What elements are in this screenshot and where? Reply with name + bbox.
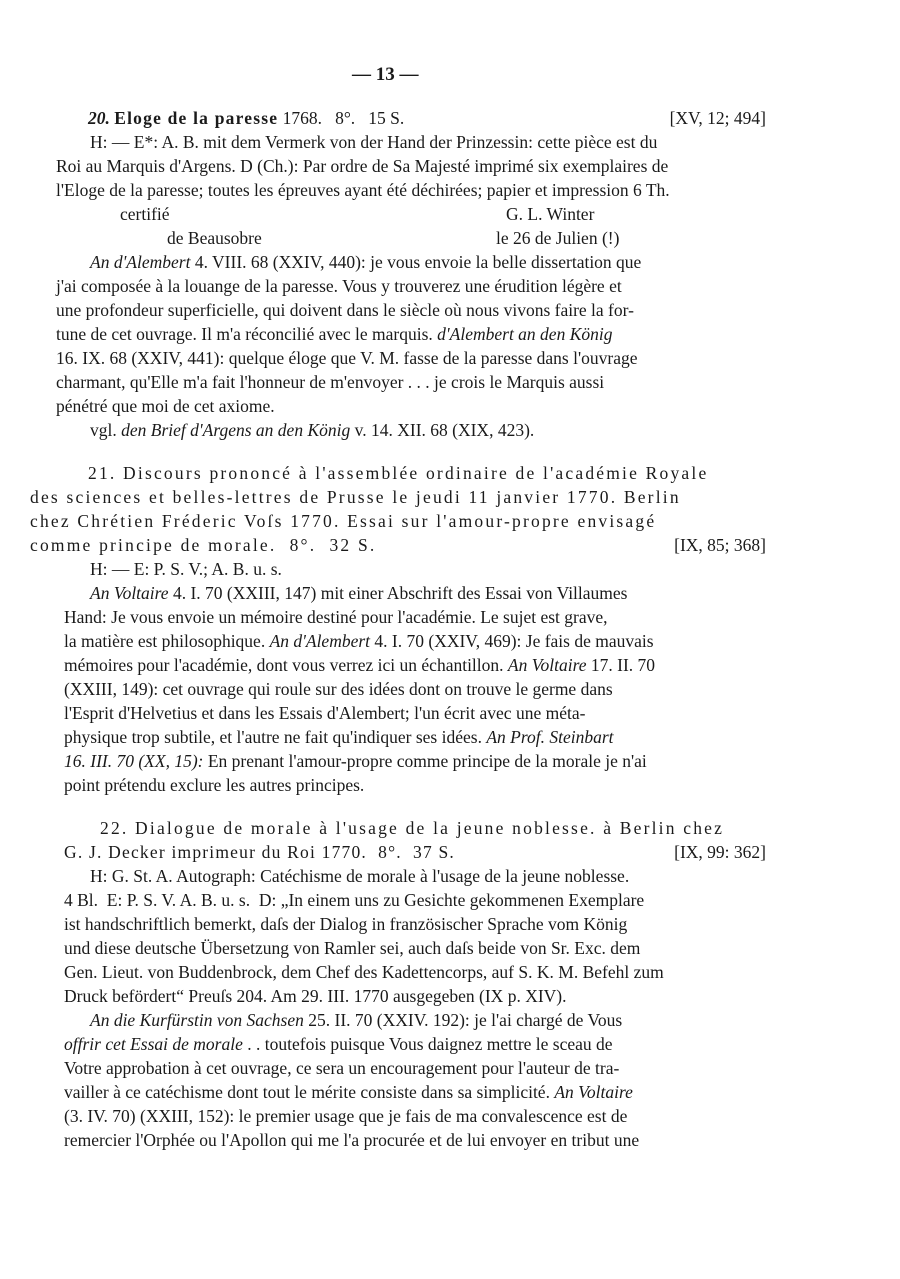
entry-22-line: offrir cet Essai de morale . . toutefois puisque Vous daignez mettre le sceau de (64, 1034, 613, 1054)
entry-21-title-line: 21. Discours prononcé à l'assemblée ordinaire de l'académie Royale (88, 463, 709, 483)
entry-22-line: vailler à ce catéchisme dont tout le mérite consiste dans sa simplicité. An Voltaire (64, 1082, 633, 1102)
entry-22-line: Votre approbation à cet ouvrage, ce sera un encouragement pour l'auteur de tra- (64, 1058, 620, 1078)
entry-20-line: Roi au Marquis d'Argens. D (Ch.): Par ordre de Sa Majesté imprimé six exemplaires de (56, 156, 669, 176)
entry-21-line: point prétendu exclure les autres principes. (64, 775, 365, 795)
entry-20-title-line: 20. Eloge de la paresse 1768. 8°. 15 S. (88, 108, 405, 128)
entry-21-line: H: — E: P. S. V.; A. B. u. s. (90, 559, 282, 579)
entry-20-line: pénétré que moi de cet axiome. (56, 396, 275, 416)
entry-21-title-line: chez Chrétien Fréderic Voſs 1770. Essai sur l'amour-propre envisagé (30, 511, 657, 531)
entry-21-title-line: comme principe de morale. 8°. 32 S. (30, 535, 377, 555)
page-number: — 13 — (352, 64, 419, 85)
entry-21-line: Hand: Je vous envoie un mémoire destiné pour l'académie. Le sujet est grave, (64, 607, 608, 627)
entry-21-line: physique trop subtile, et l'autre ne fait qu'indiquer ses idées. An Prof. Steinbart (64, 727, 614, 747)
entry-21-line: (XXIII, 149): cet ouvrage qui roule sur des idées dont on trouve le germe dans (64, 679, 613, 699)
entry-22-line: 4 Bl. E: P. S. V. A. B. u. s. D: „In einem uns zu Gesichte gekommenen Exemplare (64, 890, 645, 910)
entry-20-line: charmant, qu'Elle m'a fait l'honneur de m'envoyer . . . je crois le Marquis aussi (56, 372, 605, 392)
entry-20-line: l'Eloge de la paresse; toutes les épreuves ayant été déchirées; papier et impression 6 Th. (56, 180, 670, 200)
entry-22-line: und diese deutsche Übersetzung von Ramler sei, auch daſs beide von Sr. Exc. dem (64, 938, 641, 958)
entry-20-line: une profondeur superficielle, qui doivent dans le siècle où nous vivons faire la for- (56, 300, 634, 320)
entry-21-line: l'Esprit d'Helvetius et dans les Essais d'Alembert; l'un écrit avec une méta- (64, 703, 586, 723)
entry-20-line: tune de cet ouvrage. Il m'a réconcilié avec le marquis. d'Alembert an den König (56, 324, 613, 344)
entry-21-line: mémoires pour l'académie, dont vous verrez ici un échantillon. An Voltaire 17. II. 70 (64, 655, 656, 675)
entry-21-line: An Voltaire 4. I. 70 (XXIII, 147) mit einer Abschrift des Essai von Villaumes (90, 583, 628, 603)
entry-20-signature-left: certifié (120, 204, 170, 224)
entry-22-title-line: G. J. Decker imprimeur du Roi 1770. 8°. 37 S. (64, 842, 456, 862)
entry-20-line: 16. IX. 68 (XXIV, 441): quelque éloge que V. M. fasse de la paresse dans l'ouvrage (56, 348, 638, 368)
entry-20-signature-right: le 26 de Julien (!) (496, 228, 620, 248)
entry-20-signature-right: G. L. Winter (506, 204, 595, 224)
entry-22-line: Gen. Lieut. von Buddenbrock, dem Chef des Kadettencorps, auf S. K. M. Befehl zum (64, 962, 664, 982)
entry-22-line: remercier l'Orphée ou l'Apollon qui me l'a procurée et de lui envoyer en tribut une (64, 1130, 640, 1150)
entry-20-signature-left: de Beausobre (167, 228, 262, 248)
entry-22-line: Druck befördert“ Preuſs 204. Am 29. III. 1770 ausgegeben (IX p. XIV). (64, 986, 567, 1006)
entry-22-line: ist handschriftlich bemerkt, daſs der Dialog in französischer Sprache vom König (64, 914, 628, 934)
entry-21-line: 16. III. 70 (XX, 15): En prenant l'amour-propre comme principe de la morale je n'ai (64, 751, 647, 771)
entry-20-line: An d'Alembert 4. VIII. 68 (XXIV, 440): je vous envoie la belle dissertation que (90, 252, 642, 272)
entry-20-line: j'ai composée à la louange de la paresse. Vous y trouverez une érudition légère et (56, 276, 622, 296)
entry-20-line: H: — E*: A. B. mit dem Vermerk von der Hand der Prinzessin: cette pièce est du (90, 132, 658, 152)
entry-20-line: vgl. den Brief d'Argens an den König v. 14. XII. 68 (XIX, 423). (90, 420, 535, 440)
entry-21-line: la matière est philosophique. An d'Alembert 4. I. 70 (XXIV, 469): Je fais de mauvais (64, 631, 654, 651)
entry-22-line: H: G. St. A. Autograph: Catéchisme de morale à l'usage de la jeune noblesse. (90, 866, 630, 886)
entry-20-reference: [XV, 12; 494] (669, 108, 766, 128)
entry-21-reference: [IX, 85; 368] (674, 535, 766, 555)
entry-22-reference: [IX, 99: 362] (674, 842, 766, 862)
entry-22-line: (3. IV. 70) (XXIII, 152): le premier usage que je fais de ma convalescence est de (64, 1106, 628, 1126)
entry-22-line: An die Kurfürstin von Sachsen 25. II. 70 (XXIV. 192): je l'ai chargé de Vous (90, 1010, 623, 1030)
entry-21-title-line: des sciences et belles-lettres de Prusse le jeudi 11 janvier 1770. Berlin (30, 487, 681, 507)
entry-22-title-line: 22. Dialogue de morale à l'usage de la jeune noblesse. à Berlin chez (100, 818, 725, 838)
